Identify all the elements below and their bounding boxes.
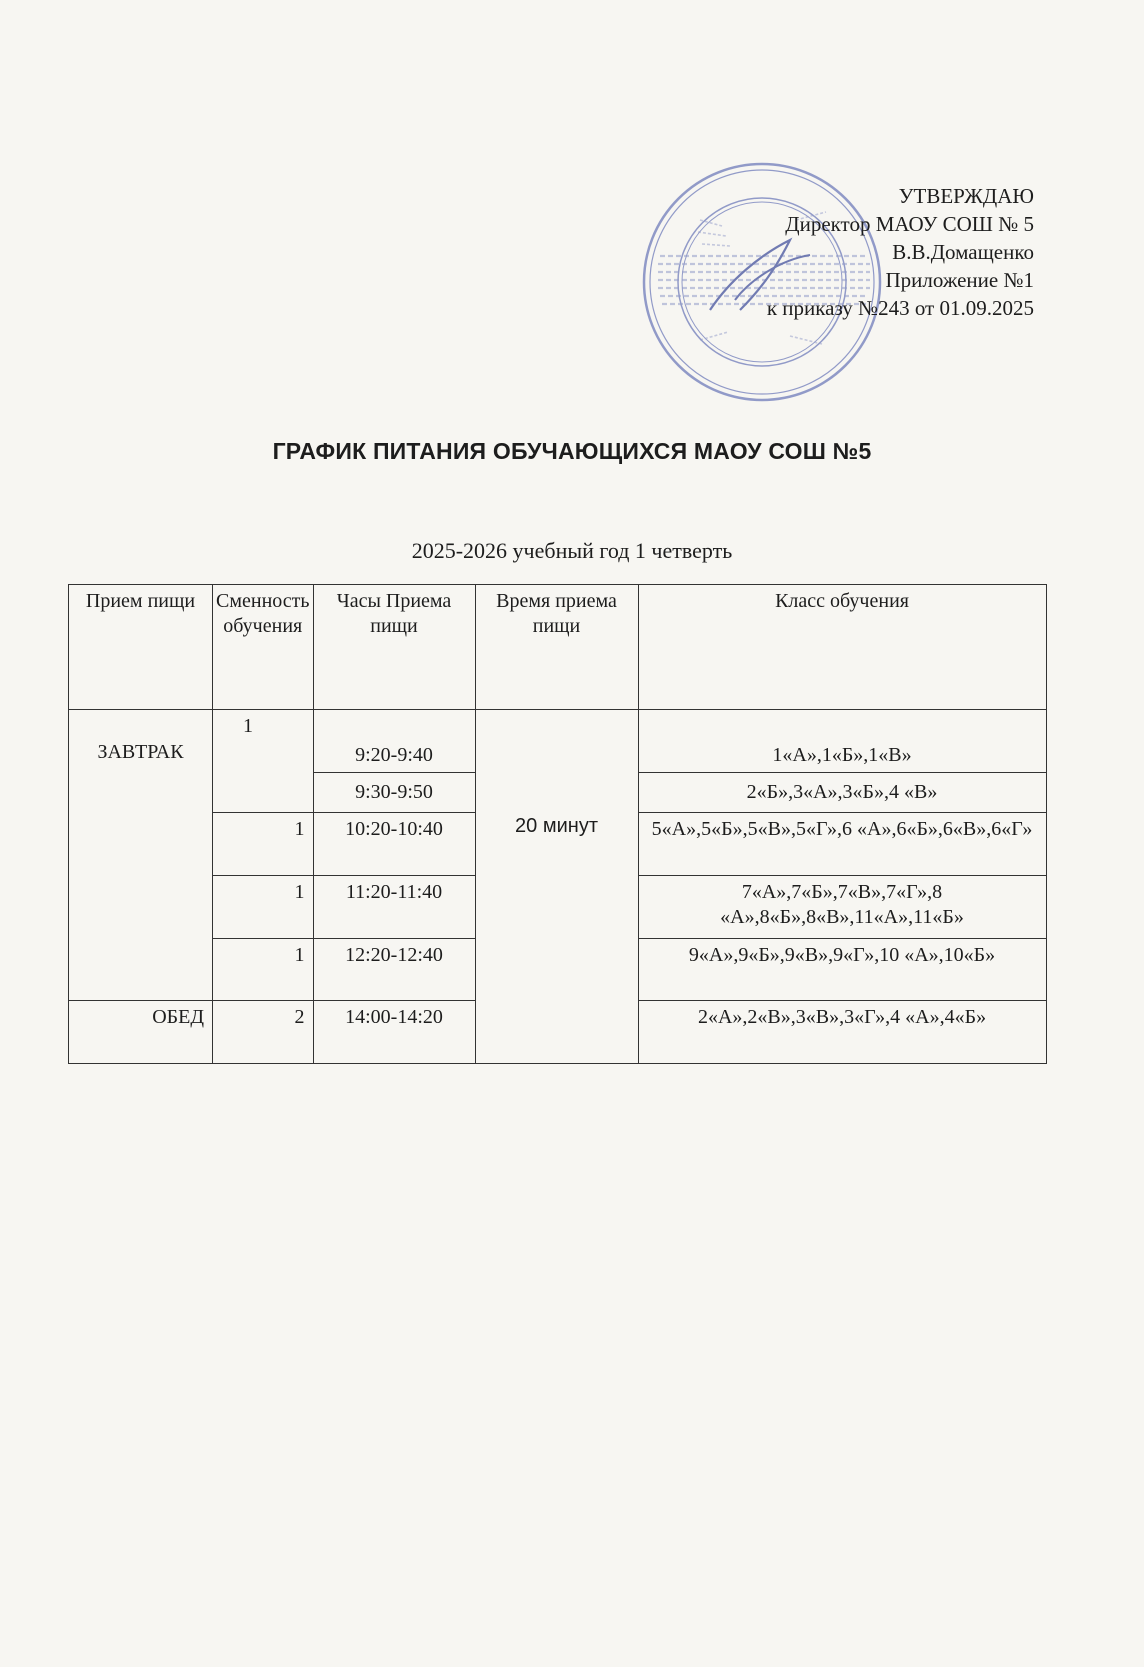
approval-director: Директор МАОУ СОШ № 5 bbox=[785, 212, 1034, 236]
classes-cell: 9«А»,9«Б»,9«В»,9«Г»,10 «А»,10«Б» bbox=[638, 939, 1046, 1001]
shift-cell: 2 bbox=[213, 1001, 314, 1064]
hours-cell: 10:20-10:40 bbox=[313, 813, 475, 876]
meal-cell-breakfast: ЗАВТРАК bbox=[69, 710, 213, 1001]
classes-cell: 1«А»,1«Б»,1«В» bbox=[638, 710, 1046, 773]
classes-cell: 2«А»,2«В»,3«В»,3«Г»,4 «А»,4«Б» bbox=[638, 1001, 1046, 1064]
header-duration: Время приема пищи bbox=[475, 585, 638, 710]
header-meal: Прием пищи bbox=[69, 585, 213, 710]
shift-cell: 1 bbox=[213, 710, 314, 813]
shift-cell: 1 bbox=[213, 813, 314, 876]
document-subtitle: 2025-2026 учебный год 1 четверть bbox=[411, 538, 733, 563]
table-row bbox=[69, 710, 1047, 773]
approval-block bbox=[767, 182, 1034, 322]
header-classes: Класс обучения bbox=[638, 585, 1046, 710]
meal-cell-lunch: ОБЕД bbox=[69, 1001, 213, 1064]
approval-order: к приказу №243 от 01.09.2025 bbox=[766, 296, 1034, 320]
hours-cell: 11:20-11:40 bbox=[313, 876, 475, 939]
meal-schedule-table bbox=[68, 584, 1047, 1064]
document-title: ГРАФИК ПИТАНИЯ ОБУЧАЮЩИХСЯ МАОУ СОШ №5 bbox=[272, 438, 872, 464]
approval-appendix: Приложение №1 bbox=[885, 268, 1034, 292]
hours-cell: 9:20-9:40 bbox=[313, 710, 475, 773]
table-header-row bbox=[69, 585, 1047, 710]
header-shift: Сменность обучения bbox=[213, 585, 314, 710]
shift-cell: 1 bbox=[213, 876, 314, 939]
duration-cell: 20 минут bbox=[475, 710, 638, 1064]
classes-cell: 5«А»,5«Б»,5«В»,5«Г»,6 «А»,6«Б»,6«В»,6«Г» bbox=[638, 813, 1046, 876]
hours-cell: 9:30-9:50 bbox=[313, 773, 475, 813]
header-hours: Часы Приема пищи bbox=[313, 585, 475, 710]
hours-cell: 14:00-14:20 bbox=[313, 1001, 475, 1064]
approval-heading: УТВЕРЖДАЮ bbox=[898, 184, 1034, 208]
classes-cell: 7«А»,7«Б»,7«В»,7«Г»,8 «А»,8«Б»,8«В»,11«А»,11«Б» bbox=[638, 876, 1046, 939]
approval-name: В.В.Домащенко bbox=[892, 240, 1034, 264]
hours-cell: 12:20-12:40 bbox=[313, 939, 475, 1001]
shift-cell: 1 bbox=[213, 939, 314, 1001]
classes-cell: 2«Б»,3«А»,3«Б»,4 «В» bbox=[638, 773, 1046, 813]
